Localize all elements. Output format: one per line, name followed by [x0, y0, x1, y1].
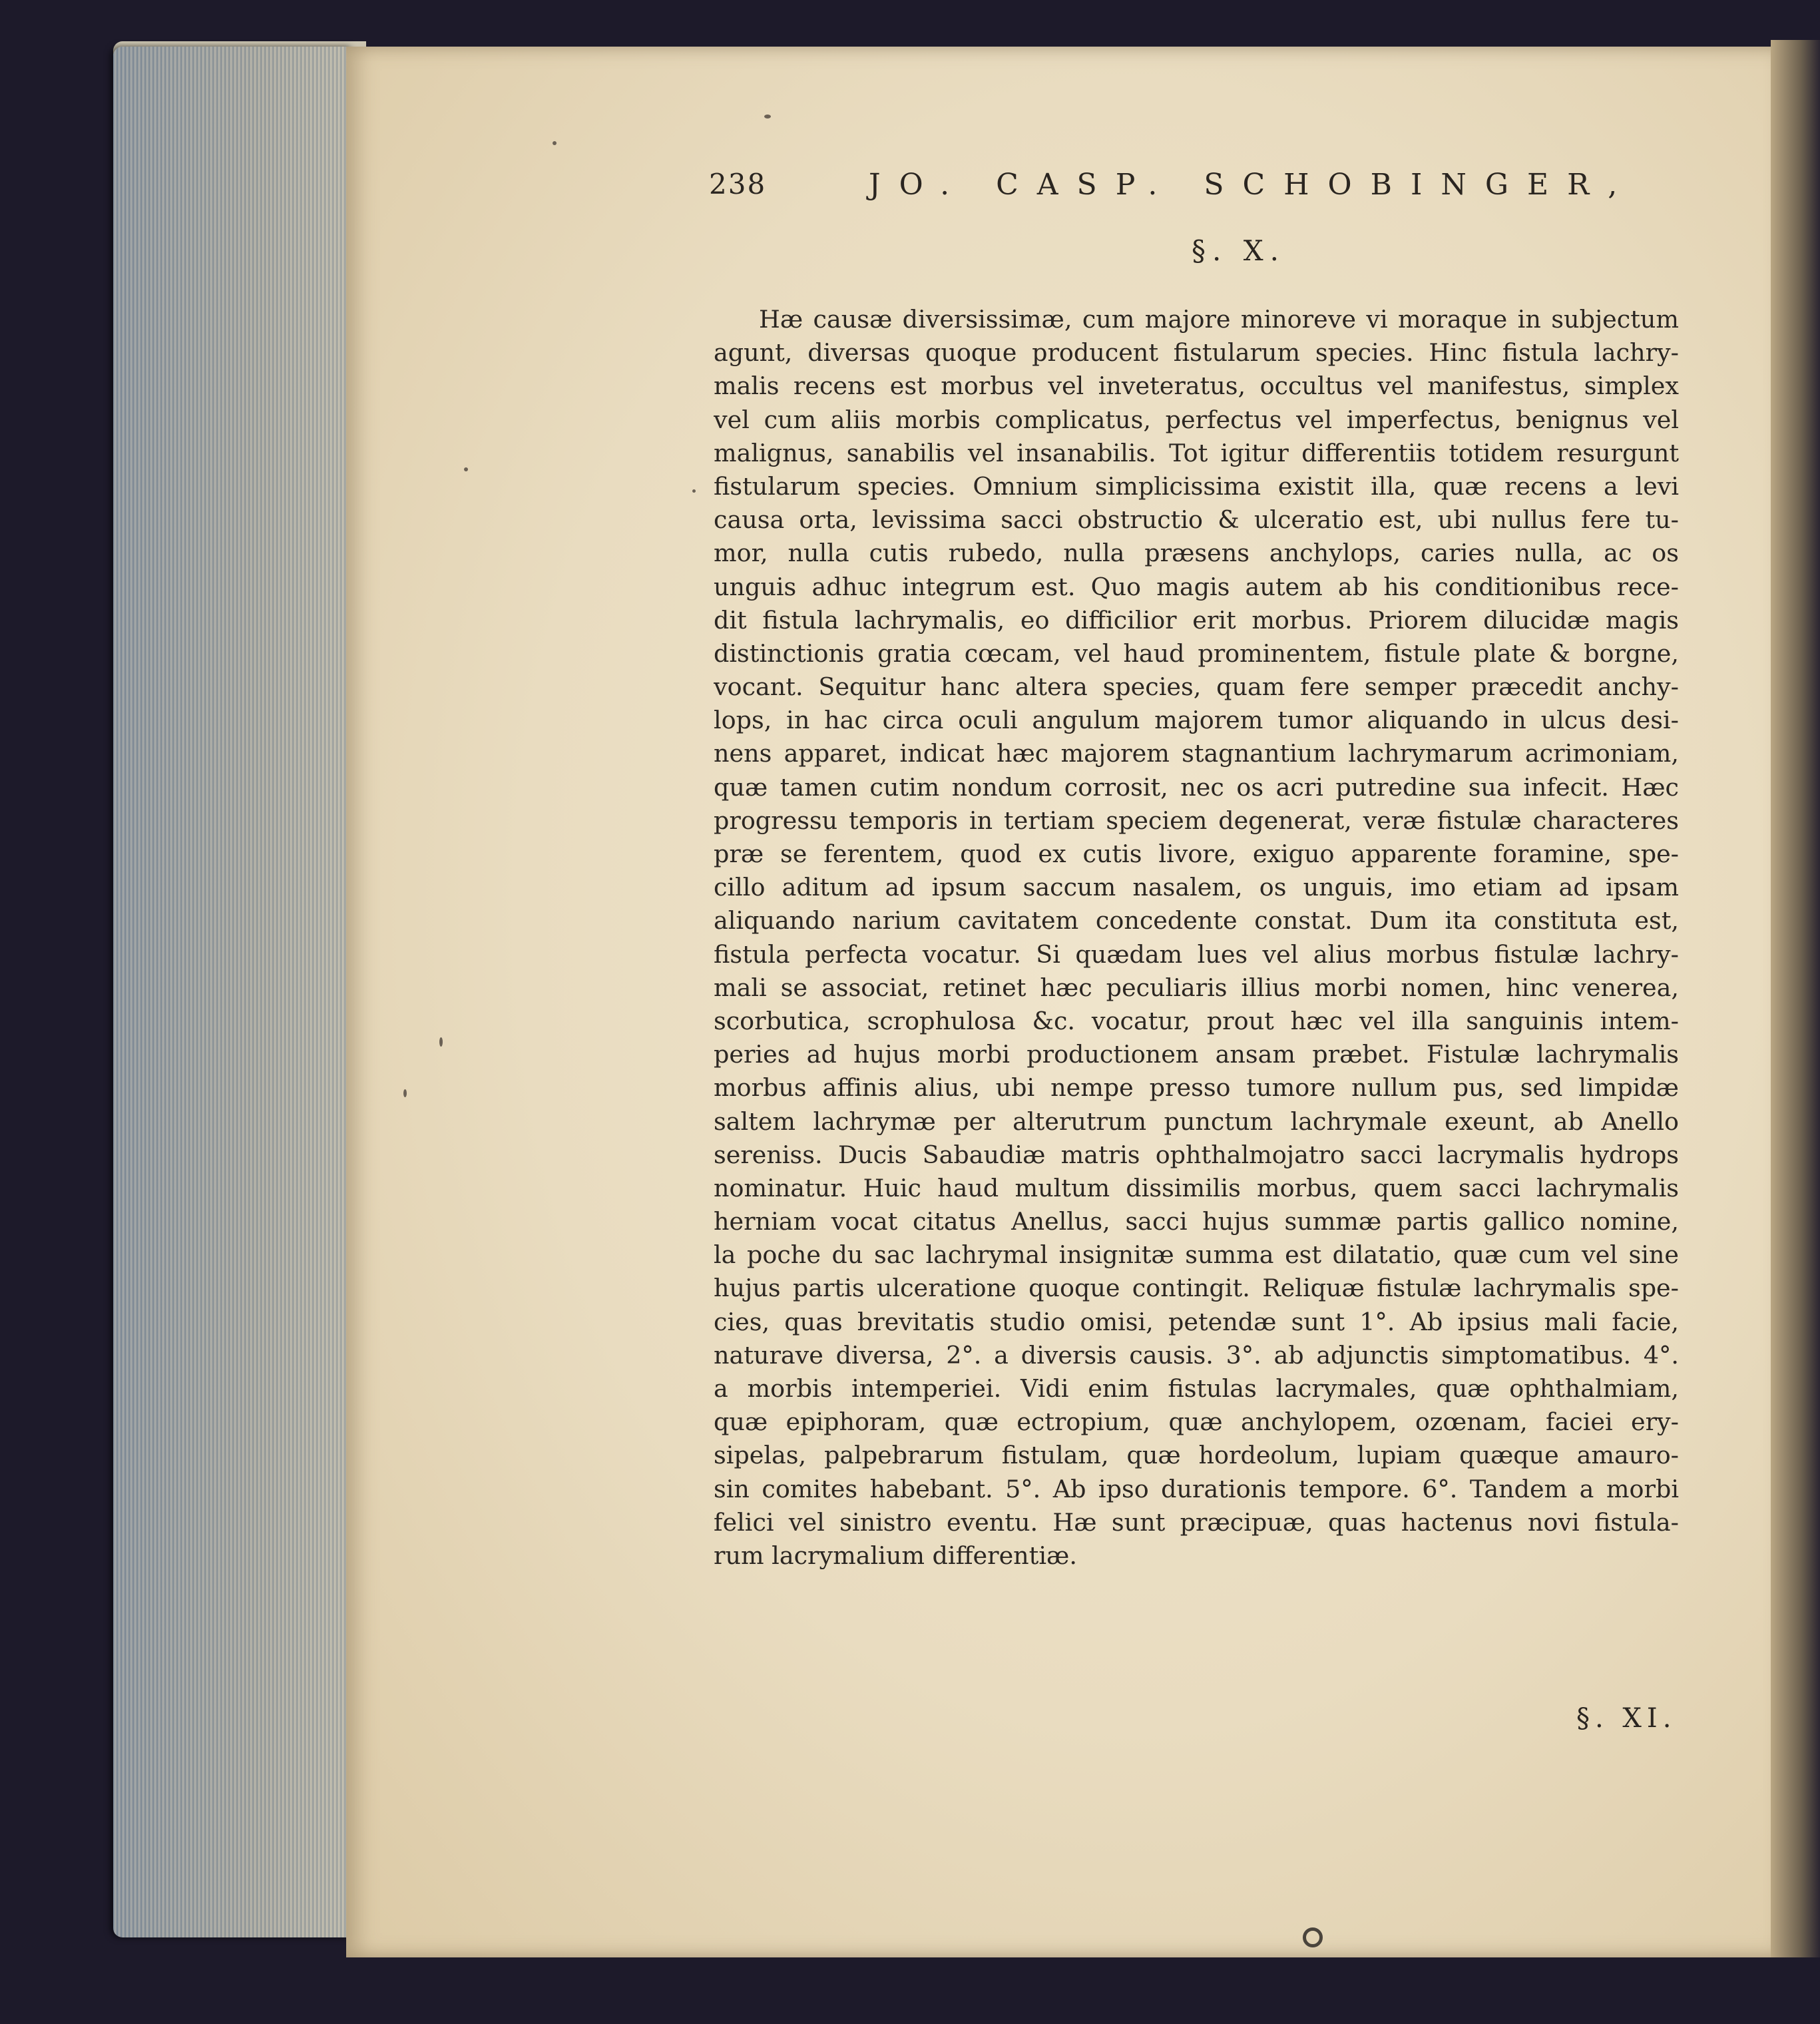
paper-ring-mark [1303, 1927, 1323, 1947]
text-line: quæ epiphoram, quæ ectropium, quæ anchylopem, ozœnam, faciei ery- [714, 1407, 1679, 1437]
running-head: JO. CASP. SCHOBINGER, [869, 168, 1636, 202]
text-line: distinctionis gratia cœcam, vel haud prominentem, fistule plate & borgne, [714, 638, 1679, 668]
body-text [714, 303, 1679, 1573]
text-line: a morbis intemperiei. Vidi enim fistulas lacrymales, quæ ophthalmiam, [714, 1374, 1679, 1403]
text-line: sereniss. Ducis Sabaudiæ matris ophthalmojatro sacci lacrymalis hydrops [714, 1140, 1679, 1169]
speck [553, 141, 557, 145]
text-line: causa orta, levissima sacci obstructio & ulceratio est, ubi nullus fere tu- [714, 505, 1679, 535]
text-line: cies, quas brevitatis studio omisi, petendæ sunt 1°. Ab ipsius mali facie, [714, 1307, 1679, 1336]
text-line: agunt, diversas quoque producent fistularum species. Hinc fistula lachry- [714, 338, 1679, 368]
text-line: morbus affinis alius, ubi nempe presso tumore nullum pus, sed limpidæ [714, 1073, 1679, 1103]
text-line: scorbutica, scrophulosa &c. vocatur, prout hæc vel illa sanguinis intem- [714, 1006, 1679, 1035]
text-line: dit fistula lachrymalis, eo difficilior erit morbus. Priorem dilucidæ magis [714, 605, 1679, 634]
book-gutter [1771, 40, 1820, 1957]
text-line: cillo aditum ad ipsum saccum nasalem, os unguis, imo etiam ad ipsam [714, 873, 1679, 902]
text-line: vocant. Sequitur hanc altera species, quam fere semper præcedit anchy- [714, 672, 1679, 702]
text-line: mali se associat, retinet hæc peculiaris illius morbi nomen, hinc venerea, [714, 973, 1679, 1002]
next-section-heading: §. XI. [1576, 1703, 1677, 1734]
text-line: felici vel sinistro eventu. Hæ sunt præcipuæ, quas hactenus novi fistula- [714, 1507, 1679, 1537]
text-line: progressu temporis in tertiam speciem degenerat, veræ fistulæ characteres [714, 806, 1679, 835]
section-heading: §. X. [1192, 234, 1285, 267]
speck [403, 1089, 407, 1097]
text-line: unguis adhuc integrum est. Quo magis autem ab his conditionibus rece- [714, 572, 1679, 601]
text-line: vel cum aliis morbis complicatus, perfectus vel imperfectus, benignus vel [714, 405, 1679, 434]
text-line: aliquando narium cavitatem concedente constat. Dum ita constituta est, [714, 906, 1679, 935]
text-line: herniam vocat citatus Anellus, sacci hujus summæ partis gallico nomine, [714, 1207, 1679, 1236]
text-line: hujus partis ulceratione quoque contingit. Reliquæ fistulæ lachrymalis spe- [714, 1274, 1679, 1303]
text-line: fistula perfecta vocatur. Si quædam lues vel alius morbus fistulæ lachry- [714, 939, 1679, 969]
text-line: saltem lachrymæ per alterutrum punctum lachrymale exeunt, ab Anello [714, 1107, 1679, 1136]
text-line: mor, nulla cutis rubedo, nulla præsens anchylops, caries nulla, ac os [714, 539, 1679, 568]
text-line: fistularum species. Omnium simplicissima existit illa, quæ recens a levi [714, 471, 1679, 501]
text-line: malis recens est morbus vel inveteratus, occultus vel manifestus, simplex [714, 372, 1679, 401]
page-number: 238 [709, 168, 767, 200]
text-line: sipelas, palpebrarum fistulam, quæ hordeolum, lupiam quæque amauro- [714, 1441, 1679, 1470]
text-line: rum lacrymalium differentiæ. [714, 1541, 1077, 1570]
text-line: peries ad hujus morbi productionem ansam præbet. Fistulæ lachrymalis [714, 1040, 1679, 1069]
text-line: malignus, sanabilis vel insanabilis. Tot igitur differentiis totidem resurgunt [714, 438, 1679, 467]
text-line: Hæ causæ diversissimæ, cum majore minoreve vi moraque in subjectum [759, 305, 1679, 334]
text-line: la poche du sac lachrymal insignitæ summa est dilatatio, quæ cum vel sine [714, 1240, 1679, 1270]
text-line: sin comites habebant. 5°. Ab ipso durationis tempore. 6°. Tandem a morbi [714, 1474, 1679, 1503]
text-line: nominatur. Huic haud multum dissimilis morbus, quem sacci lachrymalis [714, 1173, 1679, 1202]
speck [764, 115, 771, 119]
text-line: lops, in hac circa oculi angulum majorem tumor aliquando in ulcus desi- [714, 706, 1679, 735]
book-fore-edge [113, 47, 353, 1937]
speck [692, 489, 696, 493]
speck [439, 1037, 443, 1047]
text-line: quæ tamen cutim nondum corrosit, nec os acri putredine sua infecit. Hæc [714, 772, 1679, 802]
text-line: præ se ferentem, quod ex cutis livore, exiguo apparente foramine, spe- [714, 840, 1679, 868]
page-header [709, 168, 1641, 208]
speck [464, 467, 468, 471]
text-line: nens apparet, indicat hæc majorem stagnantium lachrymarum acrimoniam, [714, 739, 1679, 768]
text-line: naturave diversa, 2°. a diversis causis. 3°. ab adjunctis simptomatibus. 4°. [714, 1340, 1679, 1370]
